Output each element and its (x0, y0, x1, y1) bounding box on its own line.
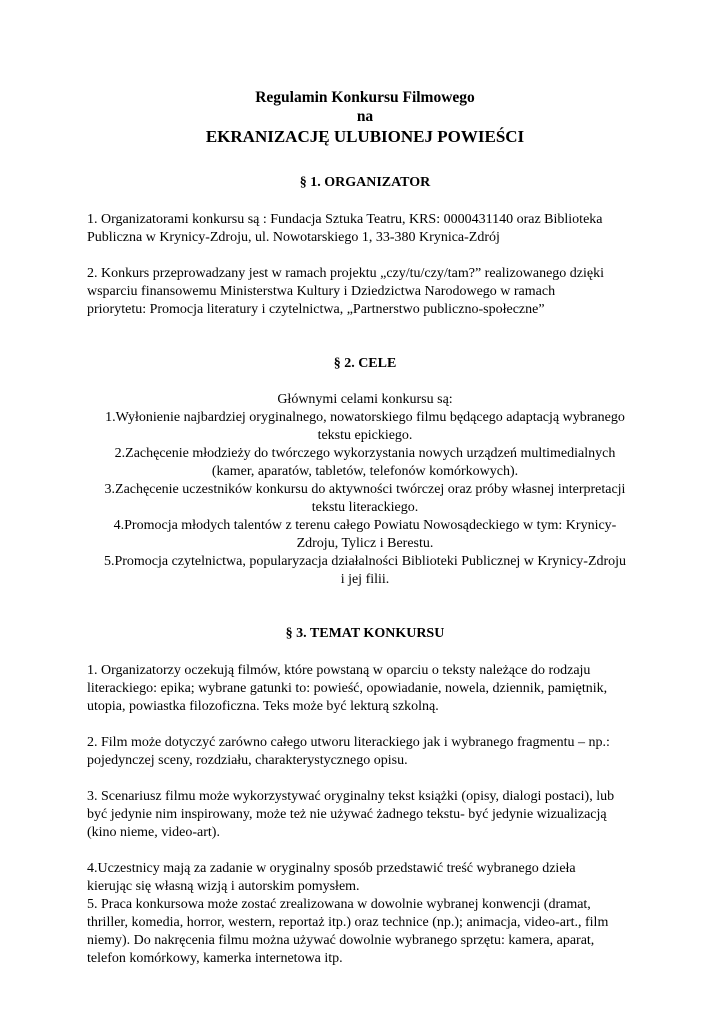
text-line: priorytetu: Promocja literatury i czytelnictwa, „Partnerstwo publiczno-społeczne” (87, 302, 545, 317)
section-1-paragraph-2 (87, 265, 643, 319)
text-line: 1. Organizatorzy oczekują filmów, które powstaną w oparciu o teksty należące do rodzaju (87, 663, 591, 678)
section-2-goals (87, 391, 643, 589)
text-line: literackiego: epika; wybrane gatunki to: powieść, opowiadanie, nowela, dziennik, pamiętnik, (87, 681, 608, 696)
title-line-3: EKRANIZACJĘ ULUBIONEJ POWIEŚCI (205, 127, 525, 146)
text-line: 1. Organizatorami konkursu są : Fundacja Sztuka Teatru, KRS: 0000431140 oraz Biblioteka (87, 212, 603, 227)
text-line: 3. Scenariusz filmu może wykorzystywać oryginalny tekst książki (opisy, dialogi postaci), lub (87, 789, 615, 804)
goal-line: Zdroju, Tylicz i Berestu. (296, 536, 434, 551)
section-3-heading: § 3. TEMAT KONKURSU (285, 626, 445, 641)
title-line-2: na (356, 108, 374, 125)
section-1-paragraph-1 (87, 211, 643, 247)
title-line-1: Regulamin Konkursu Filmowego (255, 89, 475, 106)
goal-line: tekstu literackiego. (311, 500, 419, 515)
goal-line: 5.Promocja czytelnictwa, popularyzacja działalności Biblioteki Publicznej w Krynicy-Zdroju (103, 554, 627, 569)
goal-line: i jej filii. (340, 572, 390, 587)
goal-line: tekstu epickiego. (317, 428, 413, 443)
goal-line: 3.Zachęcenie uczestników konkursu do aktywności twórczej oraz próby własnej interpretacji (104, 482, 626, 497)
text-line: 5. Praca konkursowa może zostać zrealizowana w dowolnie wybranej konwencji (dramat, (87, 897, 591, 912)
text-line: Publiczna w Krynicy-Zdroju, ul. Nowotarskiego 1, 33-380 Krynica-Zdrój (87, 230, 500, 245)
text-line: 4.Uczestnicy mają za zadanie w oryginalny sposób przedstawić treść wybranego dzieła (87, 861, 576, 876)
text-line: wsparciu finansowemu Ministerstwa Kultury i Dziedzictwa Narodowego w ramach (87, 284, 556, 299)
text-line: być jedynie nim inspirowany, może też nie używać żadnego tekstu- być jedynie wizualizacją (87, 807, 607, 822)
text-line: pojedynczej sceny, rozdziału, charakterystycznego opisu. (87, 753, 408, 768)
text-line: 2. Konkurs przeprowadzany jest w ramach projektu „czy/tu/czy/tam?” realizowanego dzięki (87, 266, 605, 281)
document-title (87, 88, 643, 147)
text-line: utopia, powiastka filozoficzna. Teks może być lekturą szkolną. (87, 699, 439, 714)
section-3-paragraph-4 (87, 860, 643, 968)
goal-line: 2.Zachęcenie młodzieży do twórczego wykorzystania nowych urządzeń multimedialnych (114, 446, 616, 461)
text-line: kierując się własną wizją i autorskim pomysłem. (87, 879, 360, 894)
text-line: 2. Film może dotyczyć zarówno całego utworu literackiego jak i wybranego fragmentu – np.: (87, 735, 610, 750)
section-3-paragraph-3 (87, 788, 643, 842)
text-line: niemy). Do nakręcenia filmu można używać dowolnie wybranego sprzętu: kamera, aparat, (87, 933, 595, 948)
goals-intro: Głównymi celami konkursu są: (277, 392, 453, 407)
text-line: (kino nieme, video-art). (87, 825, 220, 840)
section-2-heading: § 2. CELE (333, 356, 397, 371)
section-3-paragraph-2 (87, 734, 643, 770)
text-line: thriller, komedia, horror, western, reportaż itp.) oraz technice (np.); animacja, video-art., film (87, 915, 609, 930)
document-page (87, 88, 643, 968)
goal-line: (kamer, aparatów, tabletów, telefonów komórkowych). (211, 464, 519, 479)
section-1-heading: § 1. ORGANIZATOR (299, 175, 431, 190)
goal-line: 4.Promocja młodych talentów z terenu całego Powiatu Nowosądeckiego w tym: Krynicy- (113, 518, 617, 533)
text-line: telefon komórkowy, kamerka internetowa itp. (87, 951, 343, 966)
goal-line: 1.Wyłonienie najbardziej oryginalnego, nowatorskiego filmu będącego adaptacją wybranego (105, 410, 625, 425)
section-3-paragraph-1 (87, 662, 643, 716)
